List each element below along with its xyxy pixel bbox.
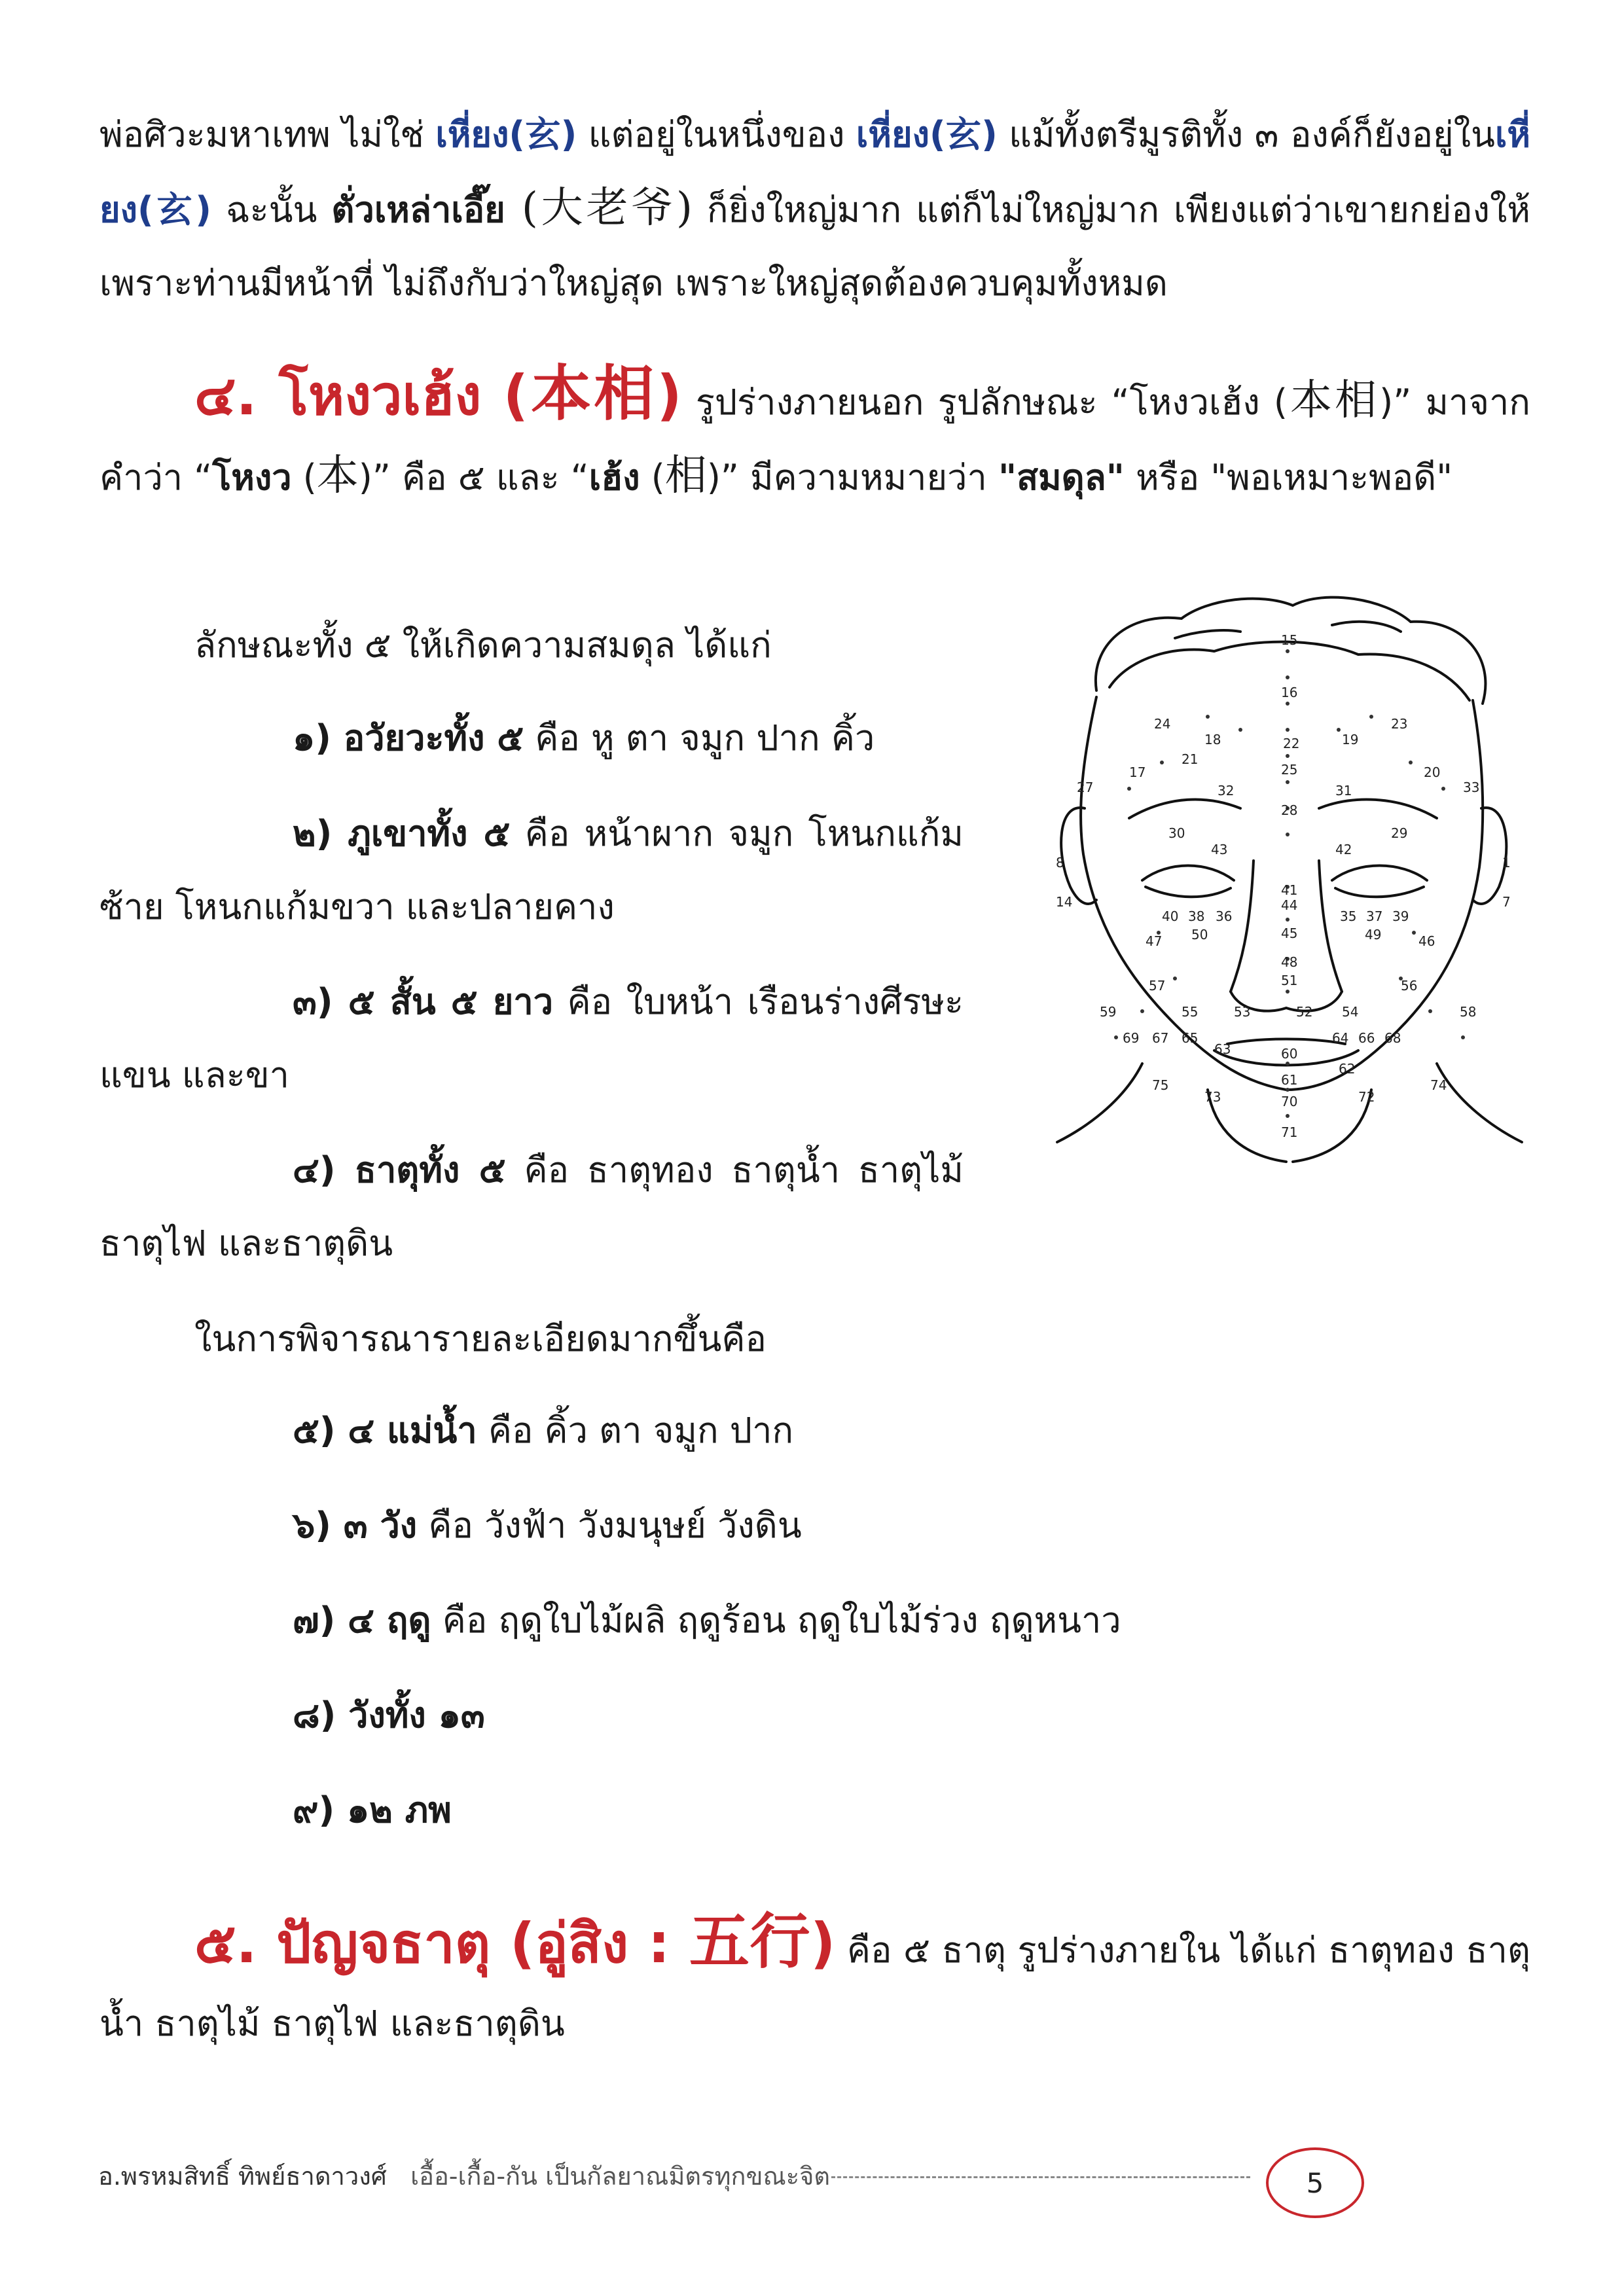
svg-text:39: 39: [1392, 908, 1409, 924]
svg-text:16: 16: [1281, 685, 1298, 700]
svg-text:44: 44: [1281, 897, 1298, 913]
svg-text:36: 36: [1216, 908, 1233, 924]
balance-intro: ลักษณะทั้ง ๕ ให้เกิดความสมดุล ได้แก่: [194, 624, 772, 666]
svg-text:29: 29: [1391, 825, 1408, 841]
svg-text:15: 15: [1281, 632, 1298, 648]
svg-text:68: 68: [1384, 1030, 1401, 1046]
svg-text:58: 58: [1460, 1004, 1477, 1020]
svg-text:25: 25: [1281, 762, 1298, 778]
svg-text:38: 38: [1188, 908, 1205, 924]
svg-text:27: 27: [1077, 780, 1094, 795]
svg-text:21: 21: [1182, 751, 1199, 767]
section-5-paragraph: ๕. ปัญจธาตุ (อู่สิง : 五行) คือ ๕ ธาตุ รูปร่างภายใน ได้แก่ ธาตุทอง ธาตุน้ำ ธาตุไม้ ธาตุไฟ และธาตุดิน: [99, 1906, 1530, 2044]
list-item-6: ๖) ๓ วัง คือ วังฟ้า วังมนุษย์ วังดิน: [293, 1505, 802, 1546]
svg-text:66: 66: [1358, 1030, 1375, 1046]
list-item-2: ๒) ภูเขาทั้ง ๕ คือ หน้าผาก จมูก โหนกแก้มซ้าย โหนกแก้มขวา และปลายคาง: [99, 813, 964, 927]
svg-text:64: 64: [1332, 1030, 1349, 1046]
svg-text:1: 1: [1502, 855, 1511, 870]
svg-text:8: 8: [1056, 855, 1064, 870]
svg-text:14: 14: [1056, 894, 1073, 910]
intro-text-3: แม้ทั้งตรีมูรติทั้ง ๓ องค์ก็ยังอยู่ใน: [997, 114, 1495, 155]
svg-text:53: 53: [1234, 1004, 1251, 1020]
svg-text:50: 50: [1191, 927, 1208, 942]
svg-text:17: 17: [1129, 764, 1146, 780]
term-tua-lao-ia: ตั่วเหล่าเอี๊ย: [331, 189, 505, 230]
svg-text:19: 19: [1342, 732, 1359, 747]
footer-author: อ.พรหมสิทธิ์ ทิพย์ธาดาวงศ์: [98, 2162, 387, 2191]
svg-text:71: 71: [1281, 1124, 1298, 1140]
svg-text:75: 75: [1152, 1077, 1169, 1093]
svg-text:56: 56: [1401, 978, 1418, 994]
section-4-heading: ๔. โหงวเฮ้ง (本相): [194, 358, 682, 429]
svg-text:74: 74: [1430, 1077, 1447, 1093]
svg-text:41: 41: [1281, 882, 1298, 898]
footer-title: เอื้อ-เกื้อ-กัน เป็นกัลยาณมิตรทุกขณะจิต: [410, 2162, 831, 2191]
svg-text:67: 67: [1152, 1030, 1169, 1046]
svg-text:35: 35: [1340, 908, 1357, 924]
intro-text-5: ก็ยิ่งใหญ่มาก แต่ก็ไม่ใหญ่มาก เพียงแต่ว่าเขายกย่องให้ เพราะท่านมีหน้าที่ ไม่ถึงกับว่าใหญ่สุด เพราะใหญ่สุดต้องควบคุมทั้งหมด: [99, 189, 1530, 304]
svg-text:22: 22: [1283, 736, 1300, 751]
intro-text-2: แต่อยู่ในหนึ่งของ: [577, 114, 856, 155]
list-item-5: ๕) ๔ แม่น้ำ คือ คิ้ว ตา จมูก ปาก: [293, 1410, 794, 1451]
svg-text:55: 55: [1182, 1004, 1199, 1020]
svg-text:46: 46: [1418, 933, 1435, 949]
intro-text-4: ฉะนั้น: [211, 189, 332, 230]
section-4-paragraph: ๔. โหงวเฮ้ง (本相) รูปร่างภายนอก รูปลักษณะ “โหงวเฮ้ง (本相)” มาจากคำว่า “โหงว (本)” คือ ๕ และ “เฮ้ง (相)” มีความหมายว่า "สมดุล" หรือ "พอเหมาะพอดี": [99, 358, 1530, 500]
svg-text:40: 40: [1162, 908, 1179, 924]
svg-text:18: 18: [1204, 732, 1221, 747]
term-hieng-1: เหี่ยง(玄): [435, 114, 577, 155]
section-5-heading: ๕. ปัญจธาตุ (อู่สิง : 五行): [194, 1906, 836, 1977]
svg-text:60: 60: [1281, 1046, 1298, 1062]
page-number: 5: [1266, 2147, 1364, 2218]
list-item-3: ๓) ๕ สั้น ๕ ยาว คือ ใบหน้า เรือนร่างศีรษะ แขน และขา: [99, 981, 964, 1096]
svg-text:43: 43: [1211, 842, 1228, 857]
svg-text:62: 62: [1339, 1061, 1356, 1077]
intro-paragraph: [99, 98, 1530, 320]
list-item-9: ๙) ๑๒ ภพ: [293, 1789, 452, 1831]
svg-text:42: 42: [1335, 842, 1352, 857]
svg-text:70: 70: [1281, 1094, 1298, 1109]
svg-text:48: 48: [1281, 954, 1298, 970]
svg-text:30: 30: [1168, 825, 1185, 841]
list-item-7: ๗) ๔ ฤดู คือ ฤดูใบไม้ผลิ ฤดูร้อน ฤดูใบไม้ร่วง ฤดูหนาว: [293, 1600, 1121, 1641]
svg-text:61: 61: [1281, 1072, 1298, 1088]
face-reading-diagram: [1044, 592, 1534, 1165]
svg-text:37: 37: [1366, 908, 1383, 924]
footer: [98, 2156, 830, 2196]
svg-text:31: 31: [1335, 783, 1352, 798]
svg-text:33: 33: [1463, 780, 1480, 795]
svg-text:24: 24: [1154, 716, 1171, 732]
intro-text-1: พ่อศิวะมหาเทพ ไม่ใช่: [99, 114, 436, 155]
svg-text:49: 49: [1365, 927, 1382, 942]
svg-text:32: 32: [1218, 783, 1235, 798]
term-tua-lao-ia-cjk: (大老爷): [505, 184, 693, 232]
svg-text:20: 20: [1424, 764, 1441, 780]
detail-intro: ในการพิจารณารายละเอียดมากขึ้นคือ: [194, 1318, 767, 1359]
svg-text:7: 7: [1502, 894, 1511, 910]
svg-text:45: 45: [1281, 925, 1298, 941]
list-item-1: ๑) อวัยวะทั้ง ๕ คือ หู ตา จมูก ปาก คิ้ว: [293, 717, 875, 759]
svg-text:72: 72: [1358, 1089, 1375, 1105]
svg-text:52: 52: [1296, 1004, 1313, 1020]
term-hieng-3: เหี่ยง(玄): [99, 114, 1530, 230]
svg-text:28: 28: [1281, 802, 1298, 818]
svg-text:73: 73: [1204, 1089, 1221, 1105]
list-item-4: ๔) ธาตุทั้ง ๕ คือ ธาตุทอง ธาตุน้ำ ธาตุไม้ธาตุไฟ และธาตุดิน: [99, 1149, 964, 1264]
svg-text:51: 51: [1281, 973, 1298, 988]
svg-text:54: 54: [1342, 1004, 1359, 1020]
svg-text:59: 59: [1100, 1004, 1117, 1020]
svg-text:47: 47: [1146, 933, 1163, 949]
svg-text:63: 63: [1214, 1041, 1231, 1057]
svg-text:23: 23: [1391, 716, 1408, 732]
face-diagram-svg: [1044, 592, 1534, 1165]
svg-text:57: 57: [1149, 978, 1166, 994]
svg-text:65: 65: [1182, 1030, 1199, 1046]
svg-text:69: 69: [1123, 1030, 1140, 1046]
term-hieng-2: เหี่ยง(玄): [856, 114, 998, 155]
footer-dotted-line: [831, 2176, 1250, 2178]
list-item-8: ๘) วังทั้ง ๑๓: [293, 1695, 485, 1736]
